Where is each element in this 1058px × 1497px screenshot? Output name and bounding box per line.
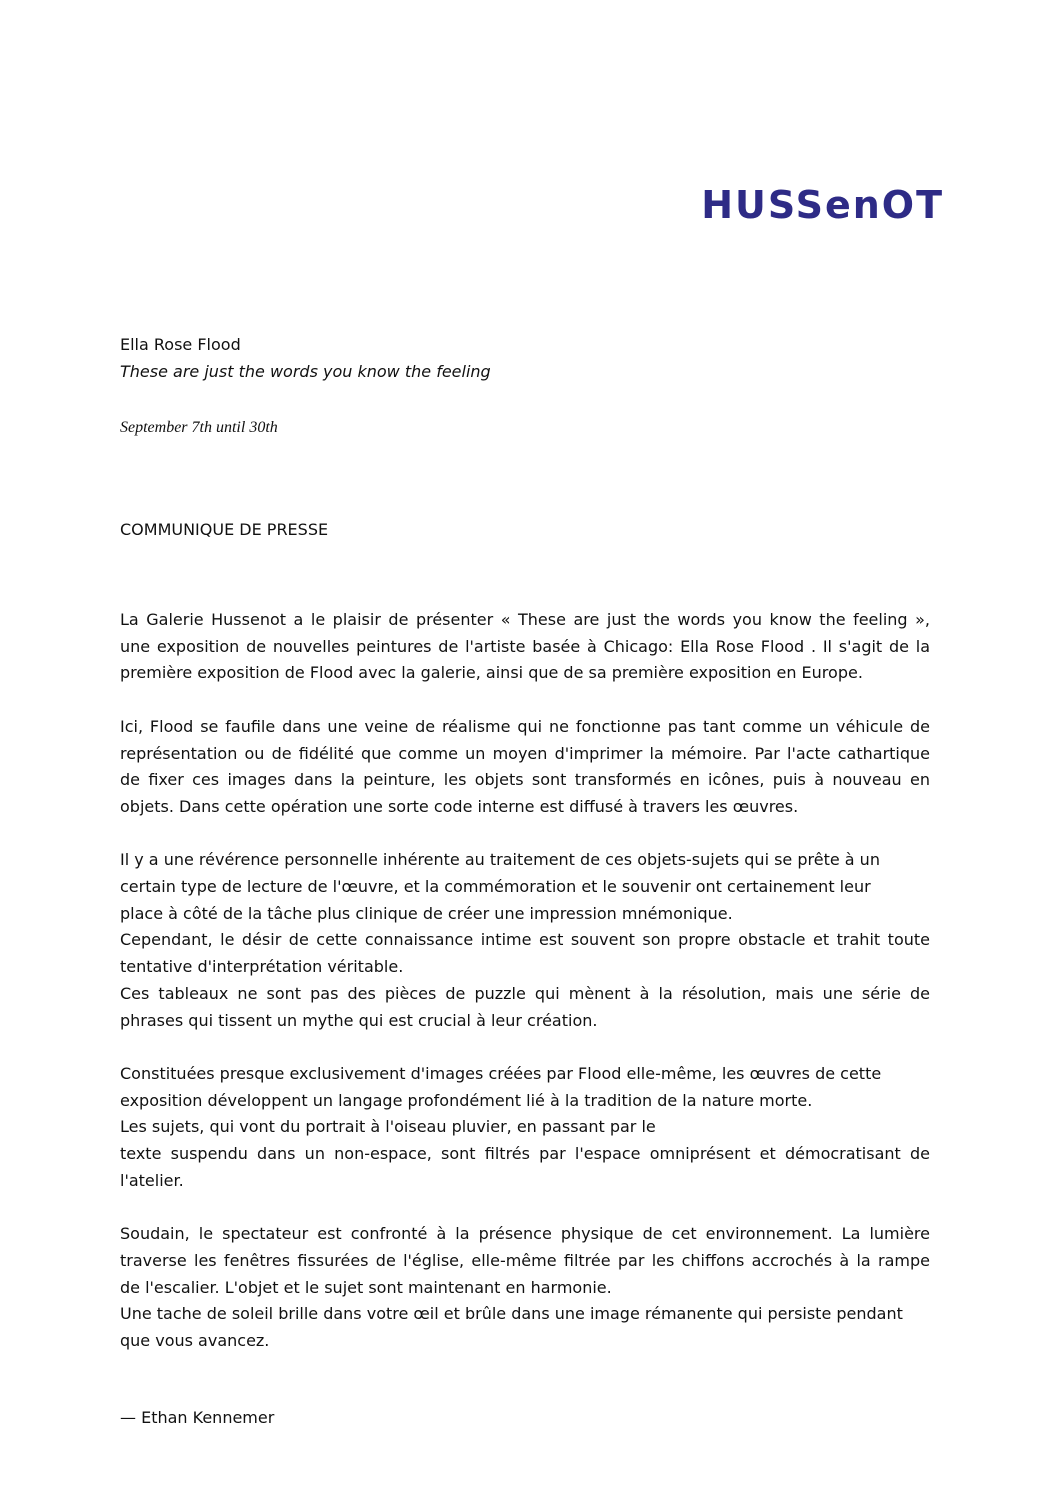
text-line: représentation ou de fidélité que comme un moyen d'imprimer la mémoire. Par l'acte cathartique <box>120 743 930 763</box>
text-line: première exposition de Flood avec la galerie, ainsi que de sa première exposition en Europe. <box>120 663 863 683</box>
text-line: Ici, Flood se faufile dans une veine de réalisme qui ne fonctionne pas tant comme un véhicule de <box>120 716 930 736</box>
text-line: Cependant, le désir de cette connaissance intime est souvent son propre obstacle et trahit toute <box>120 930 930 950</box>
text-line: Il y a une révérence personnelle inhérente au traitement de ces objets-sujets qui se prête à un <box>120 850 880 870</box>
text-line: objets. Dans cette opération une sorte code interne est diffusé à travers les œuvres. <box>120 796 799 816</box>
text-line: l'atelier. <box>120 1170 184 1190</box>
text-line: place à côté de la tâche plus clinique de créer une impression mnémonique. <box>120 903 733 923</box>
text-line: de l'escalier. L'objet et le sujet sont maintenant en harmonie. <box>120 1277 612 1297</box>
text-line: tentative d'interprétation véritable. <box>120 957 404 977</box>
text-line: de fixer ces images dans la peinture, les objets sont transformés en icônes, puis à nouveau en <box>120 770 930 790</box>
text-line: phrases qui tissent un mythe qui est crucial à leur création. <box>120 1010 598 1030</box>
press-release-body <box>120 607 930 1381</box>
exhibition-dates: September 7th until 30th <box>120 419 278 436</box>
paragraph <box>120 1061 930 1195</box>
text-line: certain type de lecture de l'œuvre, et la commémoration et le souvenir ont certainement leur <box>120 877 871 896</box>
text-line: texte suspendu dans un non-espace, sont filtrés par l'espace omniprésent et démocratisant de <box>120 1144 930 1164</box>
text-line: que vous avancez. <box>120 1330 270 1350</box>
paragraph <box>120 847 930 1034</box>
text-line: une exposition de nouvelles peintures de l'artiste basée à Chicago: Ella Rose Flood . Il s'agit de la <box>120 636 930 656</box>
text-line: Les sujets, qui vont du portrait à l'oiseau pluvier, en passant par le <box>120 1117 656 1137</box>
artist-name: Ella Rose Flood <box>120 335 241 354</box>
paragraph <box>120 714 930 821</box>
text-line: Soudain, le spectateur est confronté à la présence physique de cet environnement. La lumière <box>120 1224 930 1244</box>
gallery-logo: HUSSenOT <box>701 183 944 227</box>
exhibition-title: These are just the words you know the feeling <box>120 362 491 381</box>
text-line: Une tache de soleil brille dans votre œil et brûle dans une image rémanente qui persiste pendant <box>120 1304 903 1324</box>
paragraph <box>120 607 930 687</box>
text-line: traverse les fenêtres fissurées de l'église, elle-même filtrée par les chiffons accrochés à la rampe <box>120 1250 930 1270</box>
paragraph <box>120 1221 930 1355</box>
text-line: La Galerie Hussenot a le plaisir de présenter « These are just the words you know the feeling », <box>120 610 930 629</box>
press-release-heading: COMMUNIQUE DE PRESSE <box>120 520 329 539</box>
text-line: exposition développent un langage profondément lié à la tradition de la nature morte. <box>120 1090 813 1110</box>
author-signature: — Ethan Kennemer <box>120 1408 275 1427</box>
text-line: Constituées presque exclusivement d'images créées par Flood elle-même, les œuvres de cette <box>120 1063 882 1083</box>
text-line: Ces tableaux ne sont pas des pièces de puzzle qui mènent à la résolution, mais une série de <box>120 983 930 1003</box>
